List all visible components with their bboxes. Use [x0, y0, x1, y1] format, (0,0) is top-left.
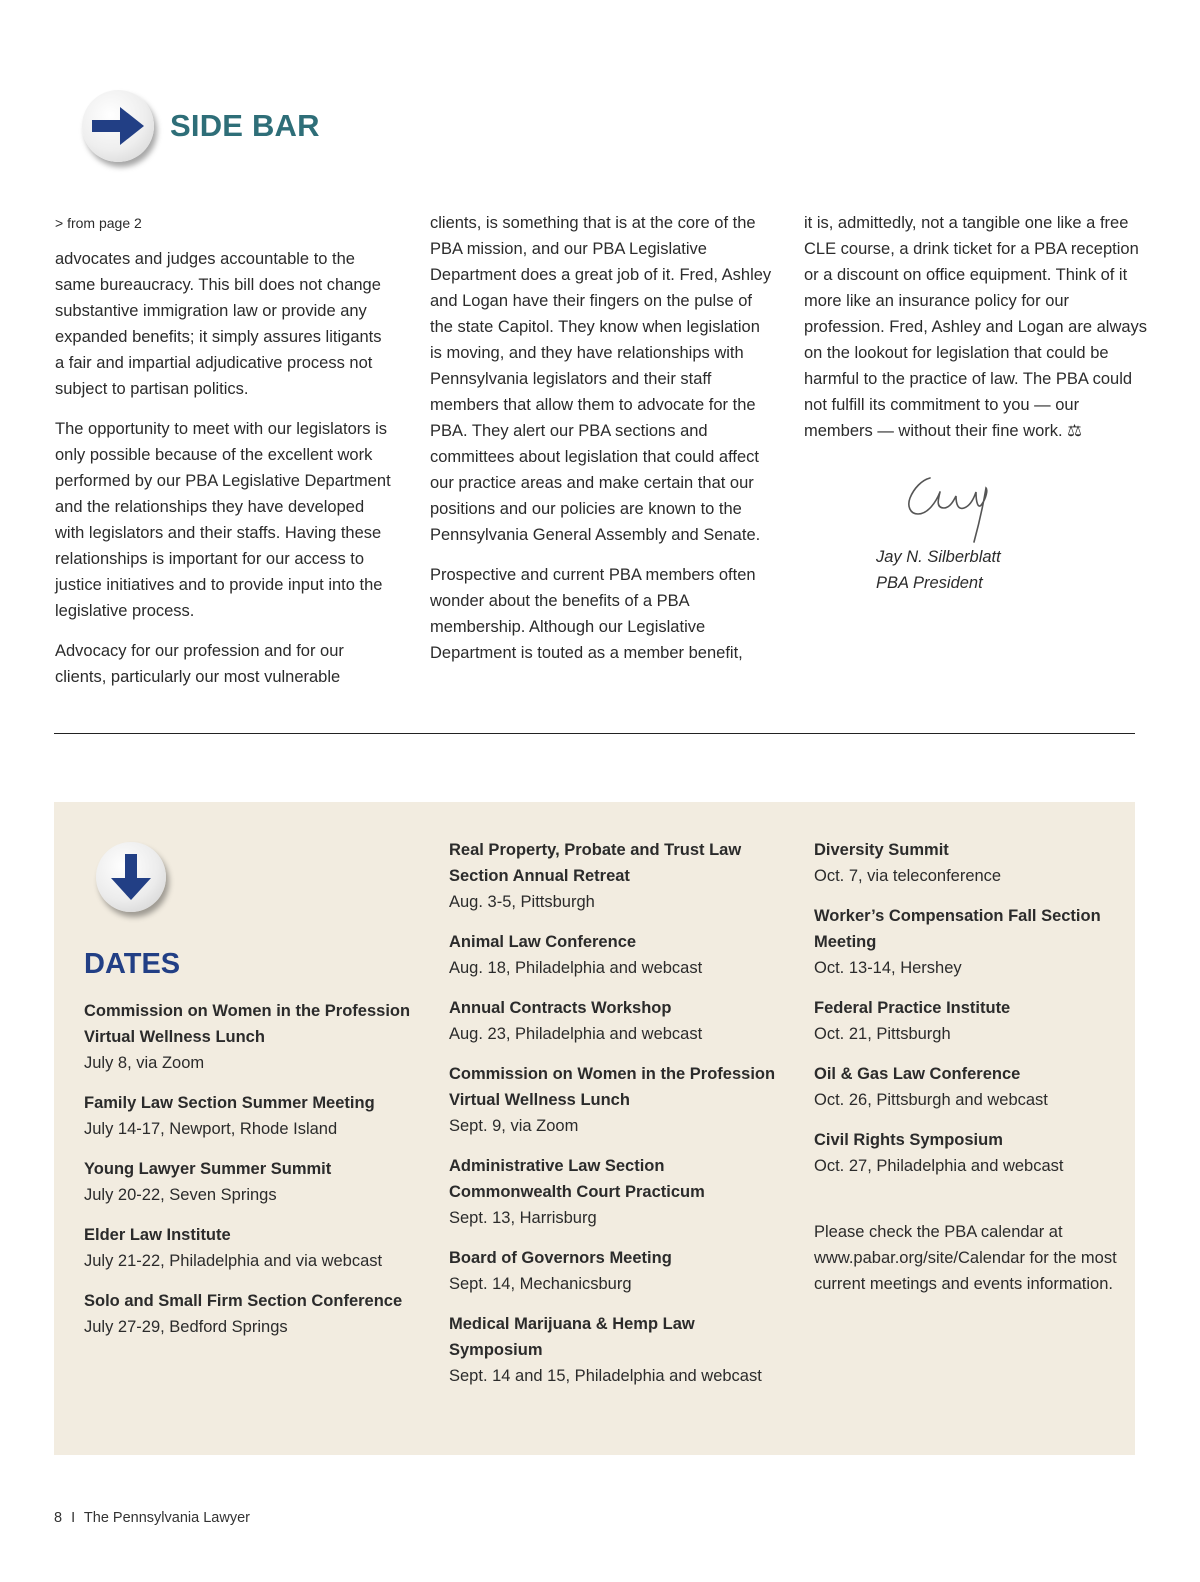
event-when: Oct. 7, via teleconference — [814, 867, 1002, 885]
paragraph: Prospective and current PBA members often wonder about the benefits of a PBA membership. Although our Legislative Department is touted as a member benefit, — [430, 566, 756, 662]
from-page-note: > from page 2 — [55, 215, 142, 231]
event-when: Sept. 14 and 15, Philadelphia and webcast — [449, 1367, 762, 1385]
article-column-1 — [55, 210, 395, 704]
event-name: Federal Practice Institute — [814, 999, 1011, 1017]
signature-title: PBA President — [876, 574, 983, 592]
paragraph: it is, admittedly, not a tangible one like a free CLE course, a drink ticket for a PBA reception or a discount on office equipment. Think of it more like an insurance policy for our profession. Fred, Ashley and Logan are always on the lookout for legislation that could be harmful to the practice of law. The PBA could not fulfill its commitment to you — our members — without their fine work. ⚖ — [804, 214, 1148, 440]
dates-title: DATES — [84, 948, 181, 980]
event-item — [814, 1061, 1124, 1113]
dates-column-3 — [814, 837, 1124, 1297]
event-name: Animal Law Conference — [449, 933, 637, 951]
event-when: Aug. 18, Philadelphia and webcast — [449, 959, 703, 977]
event-item — [449, 1061, 779, 1139]
event-item — [84, 1288, 414, 1340]
event-when: Oct. 26, Pittsburgh and webcast — [814, 1091, 1048, 1109]
event-item — [449, 995, 779, 1047]
event-name: Civil Rights Symposium — [814, 1131, 1003, 1149]
event-item — [814, 903, 1124, 981]
arrow-down-icon — [96, 842, 166, 912]
handwritten-signature — [900, 470, 995, 550]
event-name: Annual Contracts Workshop — [449, 999, 672, 1017]
footer-separator: I — [71, 1510, 76, 1526]
event-when: July 8, via Zoom — [84, 1054, 205, 1072]
page-footer — [54, 1510, 250, 1526]
event-item — [84, 1222, 414, 1274]
event-when: Aug. 3-5, Pittsburgh — [449, 893, 595, 911]
event-name: Administrative Law Section Commonwealth Court Practicum — [449, 1157, 705, 1201]
article-column-2 — [430, 210, 775, 680]
dates-column-2 — [449, 837, 779, 1403]
event-name: Commission on Women in the Profession Virtual Wellness Lunch — [449, 1065, 776, 1109]
event-when: July 21-22, Philadelphia and via webcast — [84, 1252, 383, 1270]
event-when: Oct. 13-14, Hershey — [814, 959, 962, 977]
event-when: Sept. 13, Harrisburg — [449, 1209, 597, 1227]
event-item — [84, 1156, 414, 1208]
publication-name: The Pennsylvania Lawyer — [83, 1510, 250, 1526]
event-name: Solo and Small Firm Section Conference — [84, 1292, 403, 1310]
event-when: Sept. 9, via Zoom — [449, 1117, 579, 1135]
dates-column-1 — [84, 998, 414, 1354]
event-when: Oct. 21, Pittsburgh — [814, 1025, 951, 1043]
signature-block — [876, 544, 1001, 596]
divider — [54, 733, 1135, 734]
event-item — [84, 1090, 414, 1142]
paragraph: clients, is something that is at the core of the PBA mission, and our PBA Legislative Department does a great job of it. Fred, Ashley and Logan have their fingers on the pulse of the state Capitol. They know when legislation is moving, and they have relationships with Pennsylvania legislators and their staff members that allow them to advocate for the PBA. They alert our PBA sections and committees about legislation that could affect our practice areas and make certain that our positions and our policies are known to the Pennsylvania General Assembly and Senate. — [430, 214, 772, 544]
event-item — [84, 998, 414, 1076]
sidebar-header — [82, 90, 482, 170]
event-when: July 14-17, Newport, Rhode Island — [84, 1120, 338, 1138]
event-when: July 20-22, Seven Springs — [84, 1186, 277, 1204]
arrow-right-icon — [82, 90, 154, 162]
page-number: 8 — [54, 1510, 63, 1526]
event-when: Sept. 14, Mechanicsburg — [449, 1275, 632, 1293]
event-item — [449, 1245, 779, 1297]
event-when: July 27-29, Bedford Springs — [84, 1318, 288, 1336]
event-item — [814, 837, 1124, 889]
event-item — [449, 837, 779, 915]
event-name: Commission on Women in the Profession Virtual Wellness Lunch — [84, 1002, 411, 1046]
event-item — [814, 1127, 1124, 1179]
event-name: Young Lawyer Summer Summit — [84, 1160, 332, 1178]
event-item — [449, 1153, 779, 1231]
event-name: Family Law Section Summer Meeting — [84, 1094, 375, 1112]
article-column-3 — [804, 210, 1149, 458]
dates-panel — [54, 802, 1135, 1455]
event-name: Oil & Gas Law Conference — [814, 1065, 1021, 1083]
paragraph: advocates and judges accountable to the same bureaucracy. This bill does not change substantive immigration law or provide any expanded benefits; it simply assures litigants a fair and impartial adjudicative process not subject to partisan politics. — [55, 250, 382, 398]
calendar-note: Please check the PBA calendar at www.pabar.org/site/Calendar for the most current meetings and events information. — [814, 1223, 1117, 1293]
paragraph: Advocacy for our profession and for our clients, particularly our most vulnerable — [55, 642, 344, 686]
paragraph: The opportunity to meet with our legislators is only possible because of the excellent work performed by our PBA Legislative Department and the relationships they have developed with legislators and their staffs. Having these relationships is important for our access to justice initiatives and to provide input into the legislative process. — [55, 420, 391, 620]
event-name: Medical Marijuana & Hemp Law Symposium — [449, 1315, 695, 1359]
signature-name: Jay N. Silberblatt — [876, 548, 1001, 566]
event-when: Oct. 27, Philadelphia and webcast — [814, 1157, 1064, 1175]
event-name: Diversity Summit — [814, 841, 949, 859]
event-item — [449, 929, 779, 981]
event-name: Board of Governors Meeting — [449, 1249, 672, 1267]
event-name: Worker’s Compensation Fall Section Meeting — [814, 907, 1101, 951]
event-when: Aug. 23, Philadelphia and webcast — [449, 1025, 703, 1043]
event-name: Elder Law Institute — [84, 1226, 231, 1244]
event-item — [449, 1311, 779, 1389]
event-item — [814, 995, 1124, 1047]
event-name: Real Property, Probate and Trust Law Section Annual Retreat — [449, 841, 742, 885]
page-title: SIDE BAR — [170, 108, 320, 143]
